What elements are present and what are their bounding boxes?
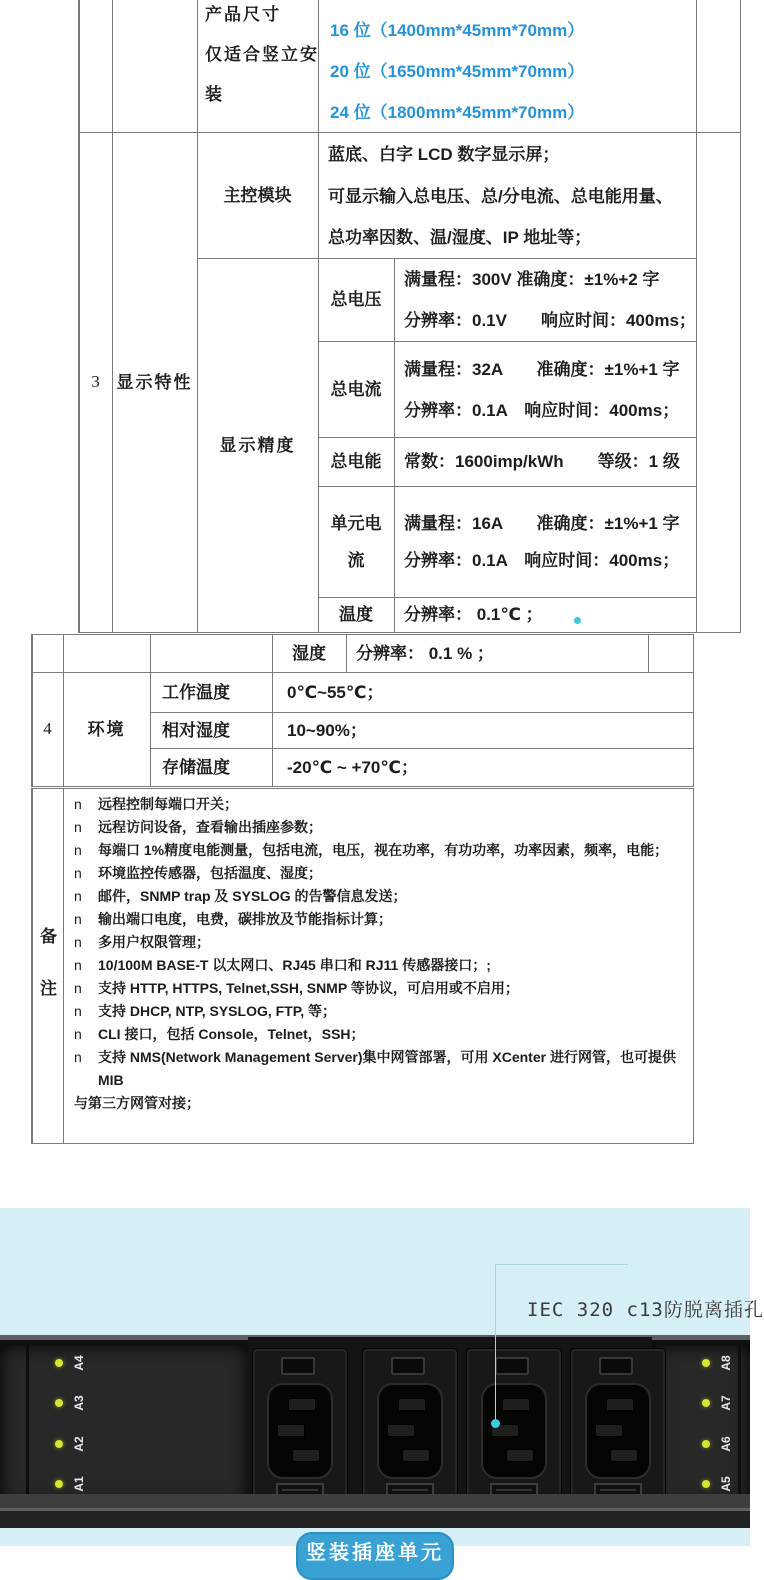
pdu-panel-seam [26, 1345, 29, 1505]
socket-slot [277, 1424, 305, 1437]
socket-slot [292, 1449, 320, 1462]
product-size-line2: 仅适合竖立安 [205, 45, 319, 64]
remark-item [64, 908, 688, 931]
precision-row-unit-current-label [318, 486, 394, 597]
led-indicator [702, 1440, 710, 1448]
table-line [31, 788, 694, 789]
size-option-16: 16 位（1400mm*45mm*70mm） [330, 21, 585, 40]
remark-item [64, 1023, 688, 1046]
voltage-line2: 分辨率：0.1V 响应时间：400ms； [404, 311, 696, 330]
socket-slot [595, 1424, 623, 1437]
led-indicator [702, 1480, 710, 1488]
remark-text: 环境监控传感器，包括温度、湿度； [98, 865, 322, 881]
precision-row-voltage-text [404, 259, 696, 341]
pdu-bottom-edge [0, 1511, 750, 1528]
c13-socket [585, 1383, 651, 1479]
env-row-storage-temp-label: 存储温度 [162, 757, 230, 777]
callout-label: IEC 320 c13防脱离插孔 [527, 1299, 764, 1321]
main-module-line3: 总功率因数、温/湿度、IP 地址等； [328, 228, 592, 247]
outlet-latch [599, 1357, 633, 1375]
led-indicator [702, 1399, 710, 1407]
table-line [696, 0, 697, 632]
table-line [693, 634, 694, 786]
cyan-dot [574, 617, 581, 624]
pdu-right-panel [652, 1345, 750, 1505]
led-label: A6 [719, 1436, 733, 1452]
led-indicator [55, 1399, 63, 1407]
product-size-options [330, 10, 584, 133]
pdu-panel-seam [738, 1345, 741, 1505]
led-label: A7 [719, 1395, 733, 1411]
iec-c13-outlet [570, 1348, 666, 1508]
bullet-glyph: n [74, 980, 82, 996]
table-line [693, 788, 694, 1143]
product-size-label [205, 0, 319, 115]
led-indicator [55, 1359, 63, 1367]
precision-label: 显示精度 [219, 435, 296, 455]
product-size-line1: 产品尺寸 [205, 5, 281, 24]
table-line [648, 634, 649, 672]
voltage-line1: 满量程：300V 准确度：±1%+2 字 [404, 270, 660, 289]
bullet-glyph: n [74, 842, 82, 858]
remark-text: 每端口 1%精度电能测量，包括电流，电压，视在功率，有功功率，功率因素，频率，电能； [98, 842, 669, 858]
unit-current-label-line1: 单元电 [330, 513, 382, 533]
socket-slot [387, 1424, 415, 1437]
remark-text: 远程访问设备，查看输出插座参数； [98, 819, 322, 835]
table-line [150, 634, 151, 786]
remark-text: 支持 HTTP, HTTPS, Telnet,SSH, SNMP 等协议，可启用或不启用； [98, 980, 519, 996]
iec-c13-outlet [362, 1348, 458, 1508]
row-number: 3 [91, 372, 100, 391]
pdu-left-panel [0, 1345, 248, 1505]
socket-slot [610, 1449, 638, 1462]
remark-text: 支持 NMS(Network Management Server)集中网管部署，可用 XCenter 进行网管，也可提供 MIB [98, 1049, 676, 1088]
c13-socket [481, 1383, 547, 1479]
bullet-glyph: n [74, 911, 82, 927]
remark-text: 远程控制每端口开关； [98, 796, 238, 812]
remark-text: 10/100M BASE-T 以太网口、RJ45 串口和 RJ11 传感器接口；; [98, 957, 491, 973]
outlet-latch [495, 1357, 529, 1375]
precision-row-temperature-text: 分辨率： 0.1℃ ； [404, 605, 543, 624]
callout-endpoint-dot [491, 1419, 500, 1428]
bullet-glyph: n [74, 865, 82, 881]
remark-text: CLI 接口，包括 Console，Telnet，SSH； [98, 1026, 365, 1042]
remark-text: 多用户权限管理； [98, 934, 210, 950]
section-label-display: 显示特性 [116, 372, 193, 392]
c13-socket [377, 1383, 443, 1479]
socket-slot [606, 1398, 634, 1411]
size-option-24: 24 位（1800mm*45mm*70mm） [330, 103, 585, 122]
iec-c13-outlet [252, 1348, 348, 1508]
env-row-storage-temp-value: -20℃ ~ +70℃； [287, 757, 418, 777]
remark-item [64, 885, 688, 908]
product-size-line3: 装 [205, 85, 224, 104]
precision-row-unit-current-text [404, 505, 680, 579]
precision-row-energy-text: 常数：1600imp/kWh 等级：1 级 [404, 452, 680, 471]
row-number: 4 [43, 719, 52, 738]
led-label: A3 [72, 1395, 86, 1411]
precision-row-energy-label: 总电能 [330, 452, 382, 471]
remark-item [64, 954, 688, 977]
remarks-label-char2: 注 [40, 979, 57, 998]
table-line [740, 0, 741, 632]
precision-row-current-text [404, 349, 680, 431]
led-label: A4 [72, 1355, 86, 1371]
socket-slot [398, 1398, 426, 1411]
iec-c13-outlet [466, 1348, 562, 1508]
table-line [78, 632, 741, 633]
callout-line-horizontal [495, 1264, 628, 1265]
main-module-text [328, 134, 673, 259]
remark-item [64, 1046, 688, 1092]
humidity-row-value: 分辨率： 0.1 % ； [356, 643, 494, 663]
env-row-relative-humidity-value: 10~90%； [287, 720, 367, 740]
unit-current-label-line2: 流 [347, 550, 365, 570]
current-line1: 满量程：32A 准确度：±1%+1 字 [404, 360, 680, 379]
table-line [31, 1143, 694, 1144]
pdu-bottom-band [0, 1494, 750, 1508]
led-label: A1 [72, 1476, 86, 1492]
socket-slot [502, 1398, 530, 1411]
precision-row-temperature-label: 温度 [339, 605, 373, 624]
bullet-glyph: n [74, 934, 82, 950]
env-row-operating-temp-value: 0℃~55℃； [287, 682, 384, 702]
unit-current-line2: 分辨率：0.1A 响应时间：400ms； [404, 551, 680, 570]
precision-row-voltage-label: 总电压 [330, 290, 382, 309]
remark-text: 邮件，SNMP trap 及 SYSLOG 的告警信息发送； [98, 888, 407, 904]
led-indicator [702, 1359, 710, 1367]
humidity-row-label: 湿度 [292, 643, 326, 663]
table-line [31, 786, 694, 787]
pdu-product-photo [0, 1335, 750, 1528]
callout-line-vertical [495, 1264, 496, 1422]
section-label-environment: 环境 [87, 719, 126, 739]
remark-item [64, 1000, 688, 1023]
remark-item [64, 816, 688, 839]
outlet-latch [281, 1357, 315, 1375]
main-module-line2: 可显示输入总电压、总/分电流、总电能用量、 [328, 186, 673, 206]
size-option-20: 20 位（1650mm*45mm*70mm） [330, 62, 585, 81]
remark-item [64, 931, 688, 954]
bullet-glyph: n [74, 1003, 82, 1019]
bullet-glyph: n [74, 1049, 82, 1065]
table-line [31, 788, 33, 1143]
precision-row-current-label: 总电流 [330, 379, 382, 399]
socket-slot [506, 1449, 534, 1462]
led-label: A5 [719, 1476, 733, 1492]
env-row-operating-temp-label: 工作温度 [162, 682, 230, 702]
remark-tail: 与第三方网管对接； [74, 1095, 200, 1111]
env-row-relative-humidity-label: 相对湿度 [162, 720, 230, 740]
remarks-list [64, 793, 688, 1115]
bullet-glyph: n [74, 1026, 82, 1042]
led-indicator [55, 1440, 63, 1448]
main-module-label: 主控模块 [223, 185, 292, 205]
remark-item [64, 862, 688, 885]
socket-slot [288, 1398, 316, 1411]
bullet-glyph: n [74, 796, 82, 812]
remark-text: 输出端口电度，电费，碳排放及节能指标计算； [98, 911, 392, 927]
table-line [346, 634, 347, 672]
remarks-label-char1: 备 [40, 927, 57, 946]
table-line [394, 258, 395, 632]
led-label: A8 [719, 1355, 733, 1371]
remark-item [64, 793, 688, 816]
main-module-line1: 蓝底、白字 LCD 数字显示屏； [328, 145, 560, 164]
bullet-glyph: n [74, 957, 82, 973]
c13-socket [267, 1383, 333, 1479]
remark-item [64, 839, 688, 862]
outlet-latch [391, 1357, 425, 1375]
bullet-glyph: n [74, 888, 82, 904]
bullet-glyph: n [74, 819, 82, 835]
section-caption-pill: 竖装插座单元 [296, 1532, 454, 1580]
socket-slot [402, 1449, 430, 1462]
current-line2: 分辨率：0.1A 响应时间：400ms； [404, 401, 680, 420]
led-label: A2 [72, 1436, 86, 1452]
remark-text: 支持 DHCP, NTP, SYSLOG, FTP, 等； [98, 1003, 337, 1019]
remark-item [64, 977, 688, 1000]
unit-current-line1: 满量程：16A 准确度：±1%+1 字 [404, 514, 680, 533]
led-indicator [55, 1480, 63, 1488]
